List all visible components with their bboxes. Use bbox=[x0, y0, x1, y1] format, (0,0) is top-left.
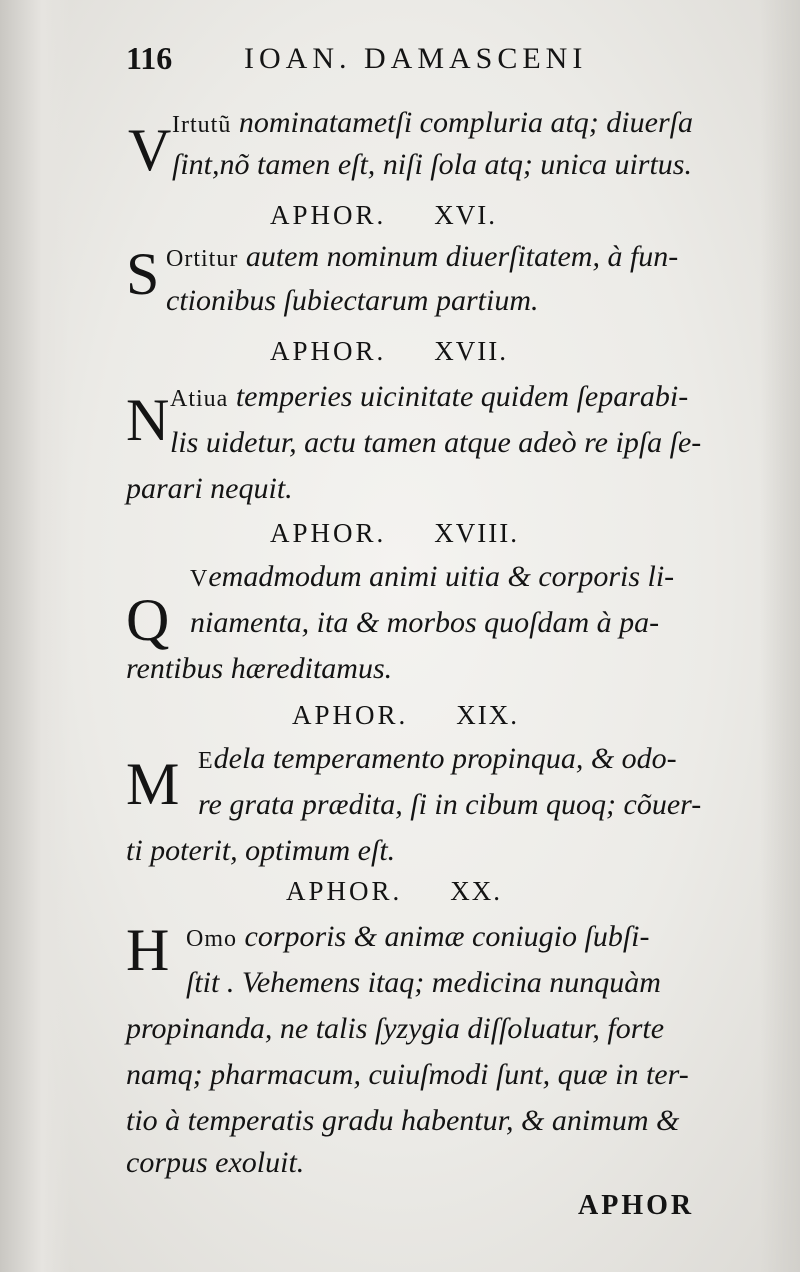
text-line: re grata prædita, ſi in cibum quoq; cõuer- bbox=[198, 788, 702, 821]
aphorism-heading: APHOR. XVII. bbox=[270, 336, 509, 366]
drop-initial: M bbox=[126, 751, 180, 817]
text-line: propinanda, ne talis ſyzygia diſſoluatur, forte bbox=[126, 1012, 665, 1045]
text-line: Edela temperamento propinqua, & odo- bbox=[198, 742, 677, 775]
text-line: ti poterit, optimum eſt. bbox=[126, 834, 396, 867]
text-line: Vemadmodum animi uitia & corporis li- bbox=[190, 560, 675, 593]
page-number: 116 bbox=[126, 40, 173, 76]
text-line: Atiua temperies uicinitate quidem ſeparabi- bbox=[170, 380, 689, 413]
text-line: lis uidetur, actu tamen atque adeò re ipſa ſe- bbox=[170, 426, 702, 459]
lead-word: Omo bbox=[186, 926, 237, 952]
text-line: tio à temperatis gradu habentur, & animum & bbox=[126, 1104, 680, 1137]
drop-initial: N bbox=[126, 387, 170, 453]
catchword: APHOR bbox=[578, 1190, 695, 1221]
text-line: ſtit . Vehemens itaq; medicina nunquàm bbox=[186, 966, 661, 999]
aphorism-heading: APHOR. XX. bbox=[286, 876, 503, 906]
text-line: Irtutũ nominatametſi compluria atq; diuerſa bbox=[172, 106, 693, 139]
text-line: namq; pharmacum, cuiuſmodi ſunt, quæ in ter- bbox=[126, 1058, 689, 1091]
lead-word: E bbox=[198, 748, 214, 774]
aphorism-heading: APHOR. XIX. bbox=[292, 700, 520, 730]
lead-word: Atiua bbox=[170, 386, 229, 412]
drop-initial: S bbox=[126, 241, 160, 307]
text-line: ſint,nõ tamen eſt, niſi ſola atq; unica uirtus. bbox=[172, 148, 692, 181]
drop-initial: V bbox=[128, 117, 172, 183]
lead-word: Irtutũ bbox=[172, 112, 232, 138]
page-header bbox=[126, 40, 686, 90]
aphorism-heading: APHOR. XVIII. bbox=[270, 518, 520, 548]
lead-word: V bbox=[190, 566, 209, 592]
page-gutter-shadow bbox=[0, 0, 70, 1272]
text-line: Omo corporis & animæ coniugio ſubſi- bbox=[186, 920, 650, 953]
lead-word: Ortitur bbox=[166, 246, 239, 272]
page-edge-shadow bbox=[760, 0, 800, 1272]
aphorism-heading: APHOR. XVI. bbox=[270, 200, 498, 230]
text-line: niamenta, ita & morbos quoſdam à pa- bbox=[190, 606, 660, 639]
text-line: rentibus hæreditamus. bbox=[126, 652, 393, 685]
text-line: Ortitur autem nominum diuerſitatem, à fun- bbox=[166, 240, 679, 273]
text-line: ctionibus ſubiectarum partium. bbox=[166, 284, 539, 317]
drop-initial: H bbox=[126, 917, 170, 983]
text-line: parari nequit. bbox=[126, 472, 293, 505]
running-head: IOAN. DAMASCENI bbox=[244, 42, 588, 75]
drop-initial: Q bbox=[126, 587, 170, 653]
text-line: corpus exoluit. bbox=[126, 1146, 305, 1179]
